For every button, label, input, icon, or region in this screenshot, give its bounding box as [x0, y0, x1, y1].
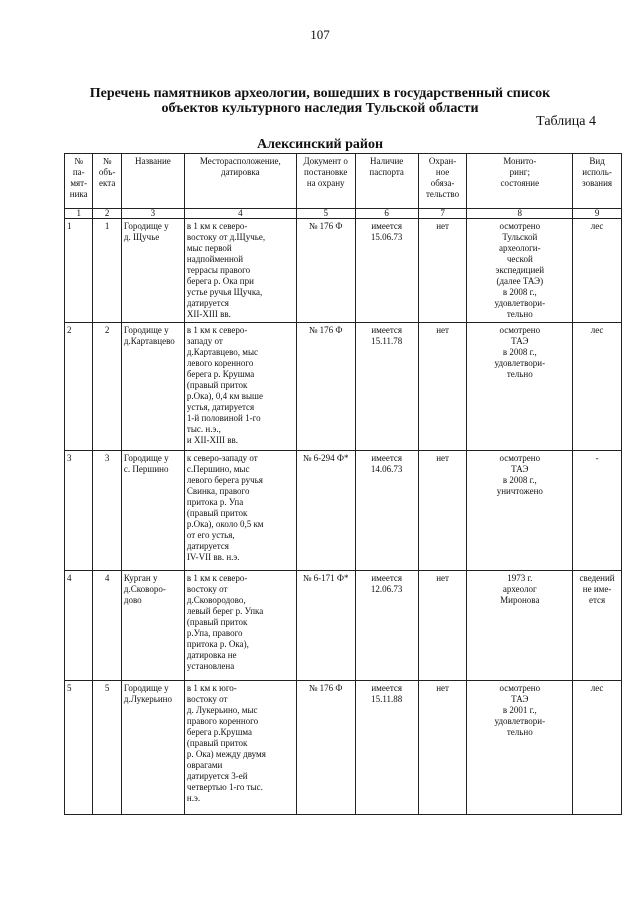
cell-location: в 1 км к северо- востоку от д.Сковородово, левый берег р. Упка (правый приток р.Упа, правого притока р. Ока), датировка не установлена — [184, 571, 296, 681]
cell-monitoring: осмотрено ТАЭ в 2008 г., удовлетвори- тельно — [467, 323, 573, 451]
cell-name: Городище у д.Лукерьино — [121, 681, 184, 815]
cell-monument-no: 3 — [65, 451, 93, 571]
column-number: 7 — [418, 209, 467, 219]
cell-location: в 1 км к северо- востоку от д.Щучье, мыс первой надпойменной террасы правого берега р. Ока при устье ручья Щучка, датируется XII-XIII вв. — [184, 219, 296, 323]
header-document: Документ о постановке на охрану — [296, 154, 355, 209]
cell-document: № 176 Ф — [296, 219, 355, 323]
cell-usage: сведений не име- ется — [573, 571, 622, 681]
cell-name: Городище у д.Картавцево — [121, 323, 184, 451]
cell-monitoring: осмотрено Тульской археологи- ческой экспедицией (далее ТАЭ) в 2008 г., удовлетвори- тельно — [467, 219, 573, 323]
column-number: 4 — [184, 209, 296, 219]
page-number: 107 — [310, 27, 330, 42]
cell-obligation: нет — [418, 451, 467, 571]
column-number: 6 — [355, 209, 418, 219]
cell-passport: имеется 12.06.73 — [355, 571, 418, 681]
table-row — [65, 323, 622, 451]
cell-name: Городище у д. Щучье — [121, 219, 184, 323]
cell-usage: - — [573, 451, 622, 571]
cell-monitoring: осмотрено ТАЭ в 2001 г., удовлетвори- тельно — [467, 681, 573, 815]
cell-monument-no: 5 — [65, 681, 93, 815]
header-obligation: Охран- ное обяза- тельство — [418, 154, 467, 209]
cell-monument-no: 2 — [65, 323, 93, 451]
cell-usage: лес — [573, 219, 622, 323]
table-row — [65, 571, 622, 681]
column-number: 1 — [65, 209, 93, 219]
cell-passport: имеется 15.11.88 — [355, 681, 418, 815]
cell-location: к северо-западу от с.Першино, мыс левого берега ручья Свинка, правого притока р. Упа (правый приток р.Ока), около 0,5 км от его устья, датируется IV-VII вв. н.э. — [184, 451, 296, 571]
table-label: Таблица 4 — [536, 114, 596, 129]
table-header-row — [65, 154, 622, 209]
cell-location: в 1 км к северо- западу от д.Картавцево, мыс левого коренного берега р. Крушма (правый приток р.Ока), 0,4 км выше устья, датируется 1-й половиной 1-го тыс. н.э., и XII-XIII вв. — [184, 323, 296, 451]
cell-object-no: 3 — [93, 451, 121, 571]
cell-obligation: нет — [418, 681, 467, 815]
column-number: 8 — [467, 209, 573, 219]
column-number: 5 — [296, 209, 355, 219]
header-monitoring: Монито- ринг; состояние — [467, 154, 573, 209]
cell-object-no: 2 — [93, 323, 121, 451]
column-number: 3 — [121, 209, 184, 219]
cell-document: № 176 Ф — [296, 323, 355, 451]
table-row — [65, 451, 622, 571]
cell-document: № 176 Ф — [296, 681, 355, 815]
cell-passport: имеется 15.11.78 — [355, 323, 418, 451]
header-passport: Наличие паспорта — [355, 154, 418, 209]
cell-name: Курган у д.Сковоро- дово — [121, 571, 184, 681]
cell-obligation: нет — [418, 323, 467, 451]
cell-monitoring: осмотрено ТАЭ в 2008 г., уничтожено — [467, 451, 573, 571]
cell-usage: лес — [573, 681, 622, 815]
cell-name: Городище у с. Першино — [121, 451, 184, 571]
cell-document: № 6-171 Ф* — [296, 571, 355, 681]
column-number: 9 — [573, 209, 622, 219]
document-title: Перечень памятников археологии, вошедших в государственный список объектов культурного наследия Тульской области — [89, 86, 551, 116]
district-heading: Алексинский район — [256, 137, 384, 152]
cell-monument-no: 4 — [65, 571, 93, 681]
cell-document: № 6-294 Ф* — [296, 451, 355, 571]
cell-passport: имеется 14.06.73 — [355, 451, 418, 571]
table-row — [65, 219, 622, 323]
cell-object-no: 4 — [93, 571, 121, 681]
cell-passport: имеется 15.06.73 — [355, 219, 418, 323]
cell-monitoring: 1973 г. археолог Миронова — [467, 571, 573, 681]
header-name: Название — [121, 154, 184, 209]
cell-object-no: 1 — [93, 219, 121, 323]
header-location: Месторасположение, датировка — [184, 154, 296, 209]
monuments-table — [64, 153, 622, 815]
cell-location: в 1 км к юго- востоку от д. Лукерьино, мыс правого коренного берега р.Крушма (правый приток р. Ока) между двумя оврагами датируется 3-ей четвертью 1-го тыс. н.э. — [184, 681, 296, 815]
header-usage: Вид исполь- зования — [573, 154, 622, 209]
cell-obligation: нет — [418, 571, 467, 681]
cell-usage: лес — [573, 323, 622, 451]
cell-monument-no: 1 — [65, 219, 93, 323]
header-monument-no: № па- мят- ника — [65, 154, 93, 209]
header-object-no: № объ- екта — [93, 154, 121, 209]
cell-obligation: нет — [418, 219, 467, 323]
table-row — [65, 681, 622, 815]
cell-object-no: 5 — [93, 681, 121, 815]
column-number-row — [65, 209, 622, 219]
column-number: 2 — [93, 209, 121, 219]
